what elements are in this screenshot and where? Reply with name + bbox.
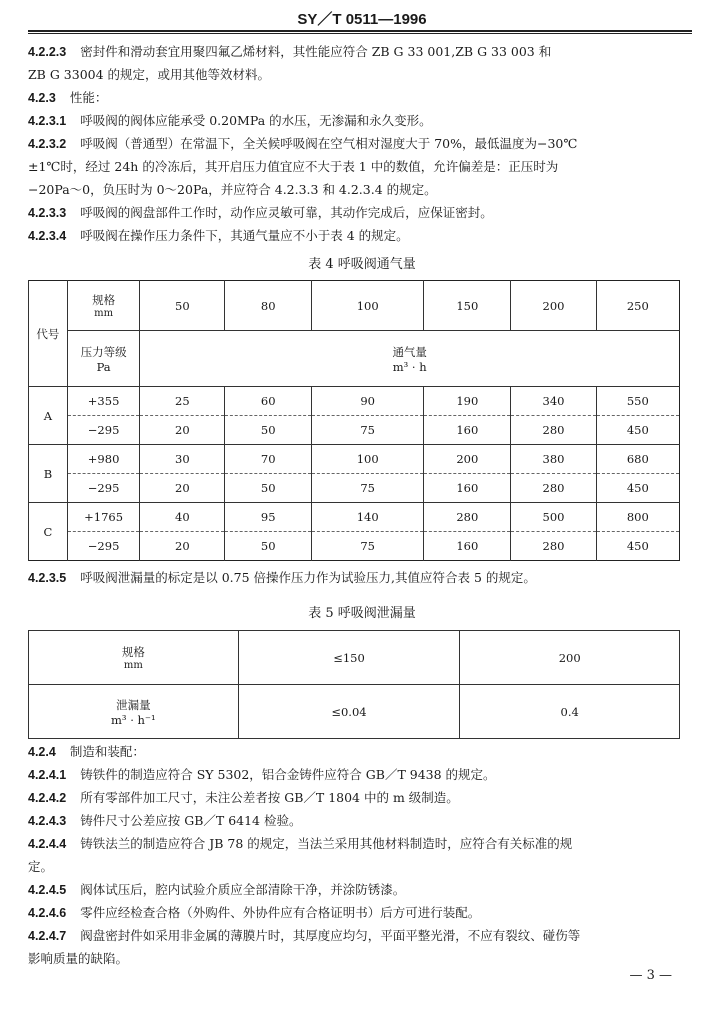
pressure-cell: +355 bbox=[67, 387, 140, 416]
value-cell: 550 bbox=[596, 387, 679, 416]
pressure-cell: +1765 bbox=[67, 503, 140, 532]
table-4 bbox=[28, 280, 680, 561]
value-cell: 450 bbox=[596, 416, 679, 445]
value-cell: 200 bbox=[424, 445, 511, 474]
paragraph-4-2-4-4: 4.2.4.4 铸铁法兰的制造应符合 JB 78 的规定，当法兰采用其他材料制造时，应符合有关标准的规 bbox=[28, 836, 573, 851]
page-number: — 3 — bbox=[629, 968, 672, 983]
pressure-cell: −295 bbox=[67, 416, 140, 445]
value-cell: 140 bbox=[312, 503, 424, 532]
leak-cell: 0.4 bbox=[460, 685, 680, 739]
paragraph-4-2-3-2-cont2: −20Pa～0，负压时为 0～20Pa，并应符合 4.2.3.3 和 4.2.3.4 的规定。 bbox=[28, 182, 437, 197]
value-cell: 160 bbox=[424, 474, 511, 503]
header-rule-thin bbox=[28, 33, 692, 34]
value-cell: 680 bbox=[596, 445, 679, 474]
section-4-2-4: 4.2.4 制造和装配： bbox=[28, 744, 145, 759]
value-cell: 160 bbox=[424, 532, 511, 561]
size-cell: 80 bbox=[225, 281, 312, 331]
value-cell: 75 bbox=[312, 474, 424, 503]
paragraph-4-2-4-2: 4.2.4.2 所有零部件加工尺寸，未注公差者按 GB／T 1804 中的 m 级制造。 bbox=[28, 790, 459, 805]
table4-caption: 表 4 呼吸阀通气量 bbox=[308, 257, 416, 272]
value-cell: 20 bbox=[140, 474, 225, 503]
size-cell: ≤150 bbox=[238, 631, 460, 685]
section-4-2-3: 4.2.3 性能： bbox=[28, 90, 108, 105]
value-cell: 25 bbox=[140, 387, 225, 416]
paragraph-4-2-3-4: 4.2.3.4 呼吸阀在操作压力条件下，其通气量应不小于表 4 的规定。 bbox=[28, 228, 409, 243]
paragraph-4-2-3-3: 4.2.3.3 呼吸阀的阀盘部件工作时，动作应灵敏可靠，其动作完成后，应保证密封。 bbox=[28, 205, 493, 220]
value-cell: 60 bbox=[225, 387, 312, 416]
paragraph-4-2-4-4-cont: 定。 bbox=[28, 859, 54, 874]
value-cell: 280 bbox=[511, 416, 596, 445]
value-cell: 190 bbox=[424, 387, 511, 416]
value-cell: 20 bbox=[140, 416, 225, 445]
value-cell: 340 bbox=[511, 387, 596, 416]
value-cell: 280 bbox=[511, 532, 596, 561]
paragraph-4-2-4-7-cont: 影响质量的缺陷。 bbox=[28, 951, 129, 966]
value-cell: 75 bbox=[312, 416, 424, 445]
value-cell: 450 bbox=[596, 532, 679, 561]
code-cell: A bbox=[29, 387, 68, 445]
paragraph-4-2-4-3: 4.2.4.3 铸件尺寸公差应按 GB／T 6414 检验。 bbox=[28, 813, 302, 828]
paragraph-4-2-3-2: 4.2.3.2 呼吸阀（普通型）在常温下，全关候呼吸阀在空气相对湿度大于 70%，最低温度为−30℃ bbox=[28, 136, 578, 151]
size-cell: 200 bbox=[460, 631, 680, 685]
size-cell: 250 bbox=[596, 281, 679, 331]
paragraph-4-2-4-7: 4.2.4.7 阀盘密封件如采用非金属的薄膜片时，其厚度应均匀，平面平整光滑，不应有裂纹、碰伤等 bbox=[28, 928, 581, 943]
table-5 bbox=[28, 630, 680, 739]
paragraph-4-2-2-3-cont: ZB G 33004 的规定，或用其他等效材料。 bbox=[28, 67, 271, 82]
code-header: 代号 bbox=[29, 281, 68, 387]
value-cell: 160 bbox=[424, 416, 511, 445]
value-cell: 20 bbox=[140, 532, 225, 561]
code-cell: C bbox=[29, 503, 68, 561]
spec-header: 规格 mm bbox=[67, 281, 140, 331]
spec-header: 规格 mm bbox=[29, 631, 239, 685]
pressure-header: 压力等级 Pa bbox=[67, 331, 140, 387]
value-cell: 380 bbox=[511, 445, 596, 474]
paragraph-4-2-4-5: 4.2.4.5 阀体试压后，腔内试验介质应全部清除干净，并涂防锈漆。 bbox=[28, 882, 406, 897]
pressure-cell: −295 bbox=[67, 532, 140, 561]
value-cell: 450 bbox=[596, 474, 679, 503]
paragraph-4-2-3-5: 4.2.3.5 呼吸阀泄漏量的标定是以 0.75 倍操作压力作为试验压力,其值应符合表 5 的规定。 bbox=[28, 570, 536, 585]
size-cell: 200 bbox=[511, 281, 596, 331]
value-cell: 70 bbox=[225, 445, 312, 474]
value-cell: 50 bbox=[225, 416, 312, 445]
paragraph-4-2-3-1: 4.2.3.1 呼吸阀的阀体应能承受 0.20MPa 的水压，无渗漏和永久变形。 bbox=[28, 113, 432, 128]
flow-header: 通气量 m³ · h bbox=[140, 331, 680, 387]
paragraph-4-2-2-3: 4.2.2.3 密封件和滑动套宜用聚四氟乙烯材料，其性能应符合 ZB G 33 001,ZB G 33 003 和 bbox=[28, 44, 552, 59]
paragraph-4-2-3-2-cont1: ±1℃时，经过 24h 的冷冻后，其开启压力值宜应不大于表 1 中的数值，允许偏差是：正压时为 bbox=[28, 159, 559, 174]
pressure-cell: −295 bbox=[67, 474, 140, 503]
paragraph-4-2-4-1: 4.2.4.1 铸铁件的制造应符合 SY 5302，铝合金铸件应符合 GB／T 9438 的规定。 bbox=[28, 767, 496, 782]
value-cell: 40 bbox=[140, 503, 225, 532]
size-cell: 50 bbox=[140, 281, 225, 331]
value-cell: 95 bbox=[225, 503, 312, 532]
value-cell: 500 bbox=[511, 503, 596, 532]
leak-cell: ≤0.04 bbox=[238, 685, 460, 739]
leak-header: 泄漏量 m³ · h⁻¹ bbox=[29, 685, 239, 739]
page-header: SY／T 0511—1996 bbox=[297, 11, 427, 28]
code-cell: B bbox=[29, 445, 68, 503]
size-cell: 150 bbox=[424, 281, 511, 331]
value-cell: 30 bbox=[140, 445, 225, 474]
header-rule bbox=[28, 30, 692, 32]
pressure-cell: +980 bbox=[67, 445, 140, 474]
value-cell: 100 bbox=[312, 445, 424, 474]
value-cell: 75 bbox=[312, 532, 424, 561]
paragraph-4-2-4-6: 4.2.4.6 零件应经检查合格（外购件、外协件应有合格证明书）后方可进行装配。 bbox=[28, 905, 481, 920]
value-cell: 800 bbox=[596, 503, 679, 532]
value-cell: 90 bbox=[312, 387, 424, 416]
table5-caption: 表 5 呼吸阀泄漏量 bbox=[308, 606, 416, 621]
size-cell: 100 bbox=[312, 281, 424, 331]
value-cell: 50 bbox=[225, 474, 312, 503]
value-cell: 280 bbox=[511, 474, 596, 503]
value-cell: 280 bbox=[424, 503, 511, 532]
value-cell: 50 bbox=[225, 532, 312, 561]
